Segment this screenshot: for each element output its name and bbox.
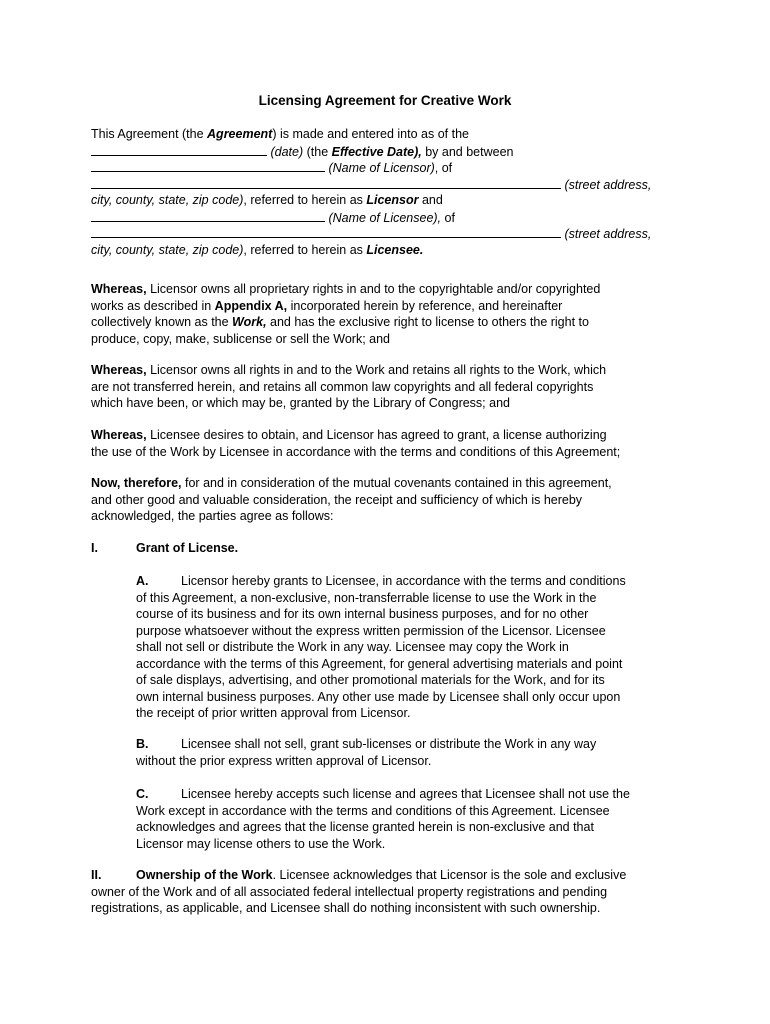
intro-line-5 [91,192,683,209]
section-1-heading [91,540,691,557]
clause-text: Work except in accordance with the terms and conditions of this Agreement. Licensee [136,803,610,818]
intro-text: of [441,210,455,225]
intro-text: , referred to herein as [243,242,367,257]
clause-text: acknowledges and agrees that the license granted herein is non-exclusive and that [136,820,594,834]
clause-text: Licensor may license others to use the Work. [136,836,386,851]
licensor-name-blank[interactable] [91,159,325,172]
clause-label: B. [136,737,149,751]
section-number: II. [91,868,102,882]
paragraph-text: Licensee desires to obtain, and Licensor has agreed to grant, a license authorizing [146,428,607,442]
paragraph-text: Licensor owns all proprietary rights in and to the copyrightable and/or copyrighted [146,282,601,296]
intro-text: ) is made and entered into as of the [272,127,469,141]
intro-line-8 [91,242,683,259]
clause-text: Licensee hereby accepts such license and agrees that Licensee shall not use the [181,787,630,801]
whereas-lead: Whereas, [91,428,147,442]
paragraph-text: acknowledged, the parties agree as follows: [91,509,334,523]
document-title: Licensing Agreement for Creative Work [258,93,512,108]
clause-text: of sale displays, advertising, and other promotional materials for the Work, and for its [136,673,605,687]
licensor-term: Licensor [366,193,419,207]
section-2 [91,867,691,917]
intro-line-7 [91,225,683,242]
whereas-lead: Whereas, [91,282,147,296]
intro-text: , of [434,161,453,175]
paragraph-text: which have been, or which may be, granted by the Library of Congress; and [91,396,510,410]
agreement-term: Agreement [207,127,273,141]
section-title: Grant of License. [136,541,239,555]
intro-line-3 [91,159,683,176]
clause-text: purpose whatsoever without the express written permission of the Licensor. Licensee [136,623,606,638]
licensee-name-label: (Name of Licensee), [328,210,442,225]
date-blank[interactable] [91,143,267,156]
whereas-lead: Whereas, [91,363,147,377]
clause-text: accordance with the terms of this Agreement, for general advertising materials and point [136,656,623,671]
paragraph-text: incorporated herein by reference, and hereinafter [287,298,563,313]
licensee-term: Licensee. [366,242,424,257]
paragraph-text: produce, copy, make, sublicense or sell the Work; and [91,331,390,346]
clause-text: own internal business purposes. Any other use made by Licensee shall only occur upon [136,689,621,704]
section-title: Ownership of the Work [136,868,273,882]
now-therefore-lead: Now, therefore, [91,476,182,490]
clause-text: Licensor hereby grants to Licensee, in accordance with the terms and conditions [181,574,626,588]
clause-text: of this Agreement, a non-exclusive, non-transferrable license to use the Work in the [136,590,597,605]
intro-line-2 [91,143,683,160]
clause-text: the receipt of prior written approval from Licensor. [136,706,411,720]
clause-text: Licensee shall not sell, grant sub-licenses or distribute the Work in any way [181,737,597,751]
intro-line-4 [91,176,683,193]
paragraph-text: for and in consideration of the mutual covenants contained in this agreement, [181,476,612,490]
licensee-address-blank[interactable] [91,225,561,238]
paragraph-text: the use of the Work by Licensee in accordance with the terms and conditions of this Agreement; [91,444,621,459]
intro-text: and [418,193,443,207]
intro-line-1 [91,126,683,143]
whereas-paragraph-2 [91,362,691,412]
paragraph-text: . Licensee acknowledges that Licensor is the sole and exclusive [272,868,627,882]
intro-text: This Agreement (the [91,127,208,141]
paragraph-text: registrations, as applicable, and Licensee shall do nothing inconsistent with such ownership. [91,901,601,915]
paragraph-text: and has the exclusive right to license to others the right to [266,315,589,329]
intro-text: , referred to herein as [243,193,367,207]
licensor-address-label-cont: city, county, state, zip code) [91,193,244,207]
now-therefore-paragraph [91,475,691,525]
paragraph-text: Licensor owns all rights in and to the Work and retains all rights to the Work, which [146,363,607,377]
paragraph-text: and other good and valuable consideration, the receipt and sufficiency of which is hereby [91,492,583,507]
appendix-term: Appendix A, [214,298,288,313]
licensee-address-label: (street address, [564,227,652,241]
paragraph-text: works as described in [91,298,215,313]
effective-date-term: Effective Date), [331,144,422,159]
section-number: I. [91,541,98,555]
licensor-name-label: (Name of Licensor) [328,161,435,175]
clause-1a [136,573,696,722]
licensor-address-blank[interactable] [91,176,561,189]
clause-text: shall not sell or distribute the Work in any way. Licensee may copy the Work in [136,640,569,654]
intro-line-6 [91,209,683,226]
paragraph-text: collectively known as the [91,315,233,329]
intro-paragraph [91,126,683,258]
intro-text: by and between [421,144,514,159]
clause-label: C. [136,787,149,801]
paragraph-text: owner of the Work and of all associated federal intellectual property registrations and pending [91,884,608,899]
clause-1c [136,786,696,852]
paragraph-text: are not transferred herein, and retains all common law copyrights and all federal copyrights [91,379,594,394]
licensor-address-label: (street address, [564,177,652,192]
licensee-name-blank[interactable] [91,209,325,222]
clause-label: A. [136,574,149,588]
clause-text: course of its business and for its own internal business purposes, and for no other [136,607,589,621]
whereas-paragraph-1 [91,281,691,347]
intro-text: (the [303,144,332,159]
clause-text: without the prior express written approval of Licensor. [136,753,432,768]
work-term: Work, [232,315,267,329]
date-label: (date) [270,144,304,159]
licensee-address-label-cont: city, county, state, zip code) [91,242,244,257]
clause-1b [136,736,696,769]
whereas-paragraph-3 [91,427,691,460]
